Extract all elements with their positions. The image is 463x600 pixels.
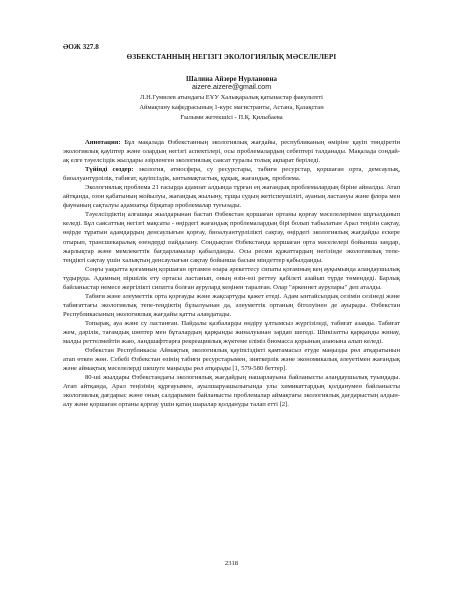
author-name: Шалина Айзере Нурлановна [185,75,277,83]
body-paragraph-4: Табиғи және әлеуметтік орта қорғауды және жақсартуды қажет етеді. Адам ынтайсыздық сезімін сезінеді және табиғаттағы экологиялық тепе-теңдіктің бұзылуынан да, әлеуметтік ортаның бітолуінен де ауырады. Өзбекстан Республикасының экологиялық жағдайы қатты алаңдатады. [63,292,400,318]
author-email[interactable]: aizere.aizere@gmail.com [191,84,272,91]
abstract-label: Аннотация: [85,139,121,146]
affiliation-line-2: Аймақтану кафедрасының 1-курс магистранты, Астана, Қазақстан [139,104,324,111]
page-number: 2318 [224,560,239,567]
paper-title: ӨЗБЕКСТАННЫҢ НЕГІЗГІ ЭКОЛОГИЯЛЫҚ МӘСЕЛЕЛЕРІ [126,53,337,61]
body-paragraph-3: Соңғы уақытта қоғамның қоршаған ортамен өзара әрекеттесу сипаты қоғамның кең ауқымында алаңдаушылық тудыруда. Адамның піршілік ету ортасы ластанып, оның өзін-өзі реттеу қабілеті азайып түрде төмендеді. Барлық байланыстар немесе жергілікті сипатта болған аурулард кеңінен таралған. Олар "әркеннет аурулары" деп аталды. [63,265,400,291]
body-paragraph-7: 80-ші жылдары Өзбекстандағы экологиялық жағдайдың нашарлауына байланысты алаңдаушылық туындады. Атап айтқанда, Арал теңізінің құрғауымен, ауылшаруашылығында улы химикаттардың қолданумен байланысты экологиялық дағдарыс және оның салдарымен байланысты проблемалар аймақтағы экологиялық дағдарыстың алдын-алу және қоршаған ортаны қорғау үшін қатаң шаралар қолдануды талап етті [2]. [63,374,400,409]
abstract-paragraph [63,138,400,165]
abstract-text: Бұл мақалада Өзбекстанның экологиялық жағдайы, республиканың өміріне қауіп төндіретін экологиялық қауіптер және олардың негізгі аспектілері, осы проблемалардың себептері талданады. Мақалада сондай-ақ елге тәуелсіздік жылдары әзірленген экологиялық саясат туралы толық ақпарат беріледі. [63,139,400,165]
keywords-label: Түйінді сөздер: [85,166,134,174]
keywords-paragraph [63,165,400,183]
article-body [63,138,400,409]
affiliation-line-1: Л.Н.Гумилев атындағы ЕҰУ Халықаралық қатынастар факультеті [140,94,323,101]
body-paragraph-1: Экологиялық проблема 21 ғасырда адамзат алдында тұрған ең жағандық проблемалардың біріне айналды. Атап айтқанда, озон қабатының жойылуы, жағандық жылыну, тұщы судың жетіспеушілігі, ауаның ластануы және флора мен фаунаның сақталуы адамзатқа бірқатар проблемалар туғызады. [63,184,400,210]
affiliation-line-3: Ғылыми жетекшісі - П.Қ. Қилыбаева [180,114,283,121]
udc-code: ӘОЖ 327.8 [63,43,99,51]
body-paragraph-2: Тәуелсіздіктің алғашқы жылдарынан бастап Өзбекстан қоршаған ортаны қорғау мәселелерімен шұғылданып келеді. Бұл саясаттың негізгі мақсаты - өңірдегі жағандық проблемалардың бірі болып табылатын Арал теңізін сақтау, өңірде тұратын адамдардың денсаулығын қорғау, биоалуантүрлілікті сақтау, өңірдегі экологиялық жағдайды ескере отырып, трансшекаралық өзендерді пайдалану. Сондықтан Өзбекстанда қоршаған орта мәселелері бойынша заңдар, жарлықтар және мемлекеттік бағдарламалар қабылданды. Осы ресми құжаттардың негізінде экологиялық тепе-теңдікті сақтау үшін халықтың денсаулығын сақтау бойынша басым міндеттер қабылданды. [63,211,400,264]
keywords-text: экология, атмосфера, су ресурстары, табиғи ресурстар, қоршаған орта, демсаулық, биоалуантүрлілік, табиғат, қауіпсіздік, ынтымақтастық, құқық, жағандық, проблема. [63,166,401,183]
body-paragraph-5: Топырақ, ауа және су ластанған. Пайдалы қазбаларды өндіру ұлтымсыз жүргізіледі, табиғат азаяды. Табиғат жем, дәрілік, тағамдық шөптер мен бұталардың қарқынды жиналуынан зардап шегеді. Шикізатты қарқынды жинау, малды реттелмейтін жаю, ландшафттарға рекреациялық жүктеме еліміз биомасса қорының азаюына алып келеді. [63,319,400,346]
body-paragraph-6: Өзбекстан Республикасы Аймақтық экологиялық қауіпсіздікті қамтамасыз етуде маңызды рөл атқаратынын атап өткен жөн. Себебі Өзбекстан өзінің табиғи ресурстарымен, зияткерлік және экономикалық әлеуетімен жағандық және аймақтық мәселелерді шешуге маңызды рөл атқарады [1, 579-580 беттер]. [63,347,400,373]
